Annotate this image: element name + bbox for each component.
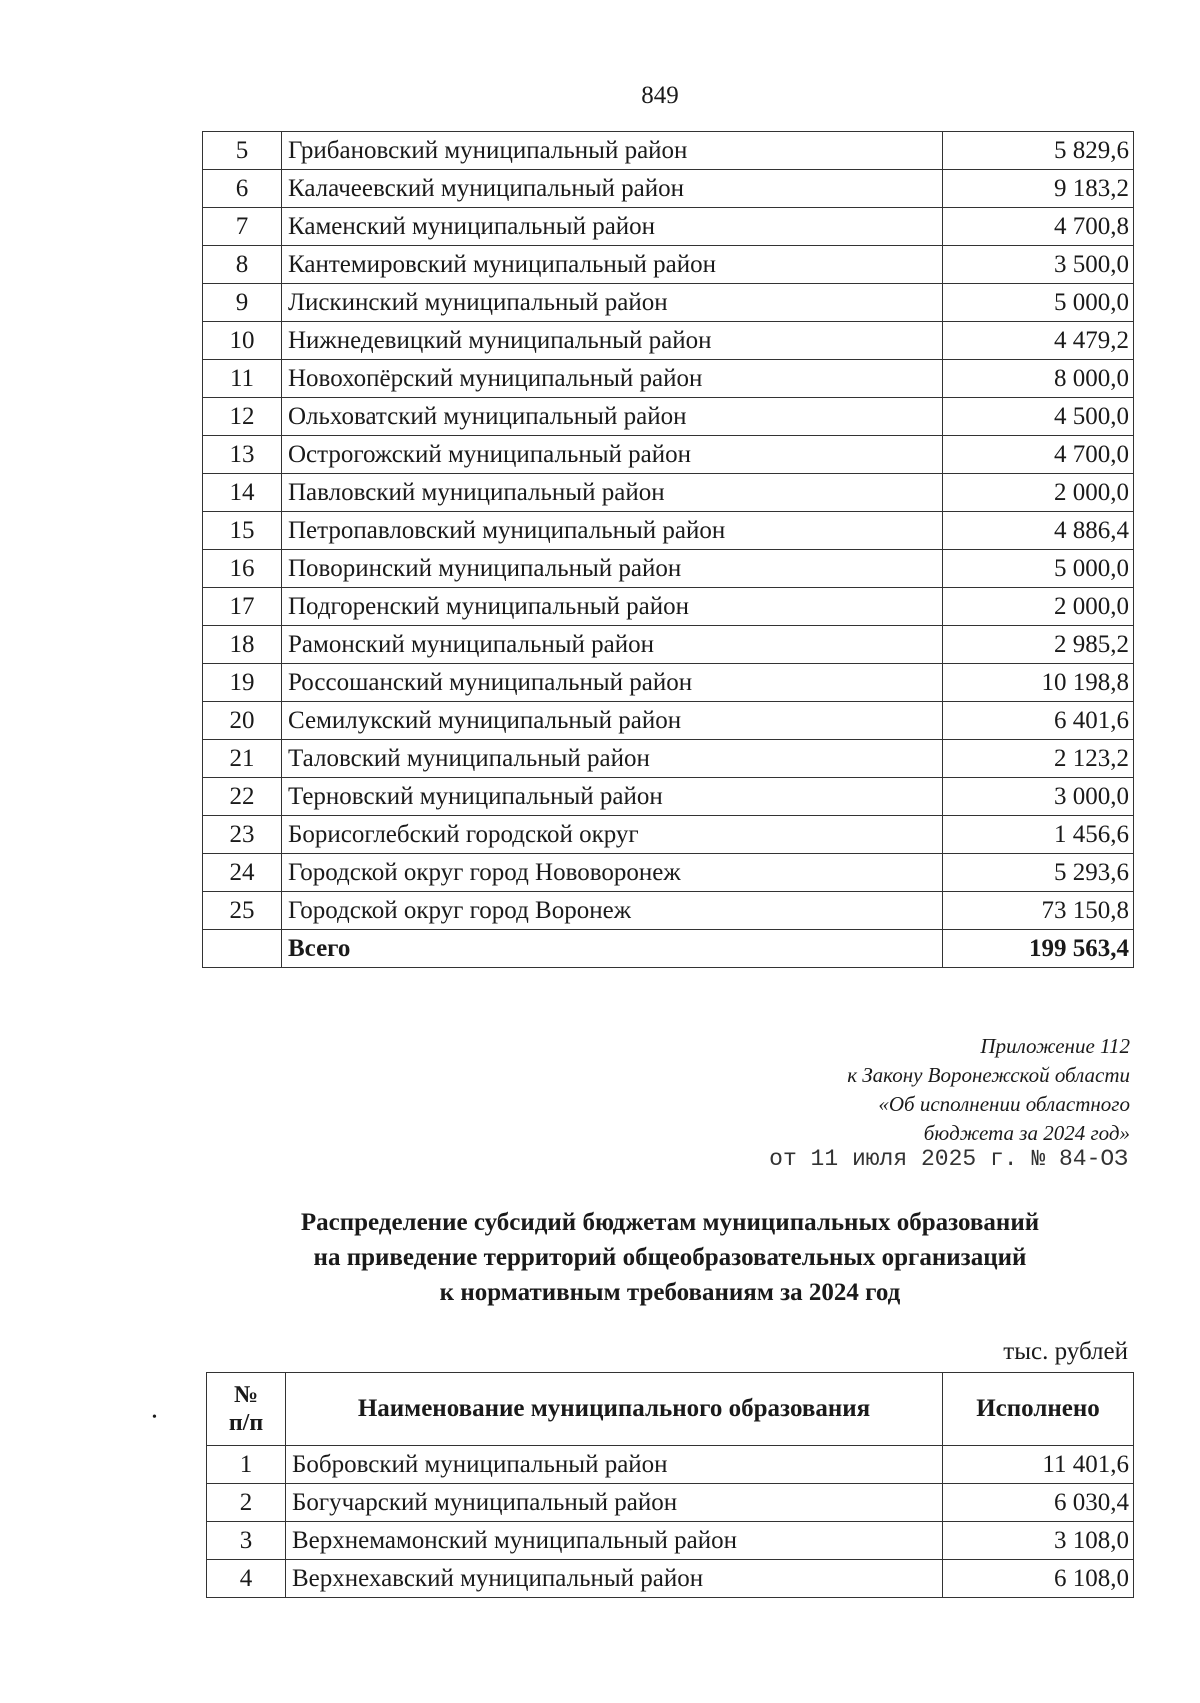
executed-amount: 11 401,6 [943,1446,1134,1484]
total-number [203,930,282,968]
municipality-name: Нижнедевицкий муниципальный район [282,322,943,360]
table-header [207,1373,1134,1446]
table-row [203,550,1134,588]
table-row [203,360,1134,398]
previous-distribution-table [202,131,1134,968]
total-row [203,930,1134,968]
executed-amount: 4 700,8 [943,208,1134,246]
municipality-name: Богучарский муниципальный район [286,1484,943,1522]
appendix-law: к Закону Воронежской области [847,1063,1130,1087]
municipality-name: Борисоглебский городской округ [282,816,943,854]
executed-amount: 9 183,2 [943,170,1134,208]
executed-amount: 4 479,2 [943,322,1134,360]
row-number: 1 [207,1446,286,1484]
table-row [203,854,1134,892]
executed-amount: 6 108,0 [943,1560,1134,1598]
executed-amount: 4 700,0 [943,436,1134,474]
header-name: Наименование муниципального образования [286,1373,943,1446]
row-number: 8 [203,246,282,284]
table-row [203,778,1134,816]
table-row [203,132,1134,170]
row-number: 2 [207,1484,286,1522]
municipality-name: Рамонский муниципальный район [282,626,943,664]
municipality-name: Кантемировский муниципальный район [282,246,943,284]
executed-amount: 73 150,8 [943,892,1134,930]
row-number: 12 [203,398,282,436]
municipality-name: Верхнехавский муниципальный район [286,1560,943,1598]
table-row [203,588,1134,626]
municipality-name: Поворинский муниципальный район [282,550,943,588]
municipality-name: Россошанский муниципальный район [282,664,943,702]
table-row [203,208,1134,246]
table-row [203,474,1134,512]
executed-amount: 5 000,0 [943,550,1134,588]
table-row [203,512,1134,550]
row-number: 10 [203,322,282,360]
row-number: 21 [203,740,282,778]
municipality-name: Ольховатский муниципальный район [282,398,943,436]
row-number: 13 [203,436,282,474]
executed-amount: 5 293,6 [943,854,1134,892]
table-row [203,170,1134,208]
table-row [203,436,1134,474]
executed-amount: 3 500,0 [943,246,1134,284]
municipality-name: Таловский муниципальный район [282,740,943,778]
executed-amount: 6 401,6 [943,702,1134,740]
table-row [203,740,1134,778]
units-label: тыс. рублей [1003,1338,1128,1365]
appendix-reference [847,1032,1130,1148]
table-body [203,132,1134,968]
table-row [203,322,1134,360]
table-row [203,284,1134,322]
table-row [203,892,1134,930]
executed-amount: 2 123,2 [943,740,1134,778]
row-number: 3 [207,1522,286,1560]
executed-amount: 2 000,0 [943,588,1134,626]
municipality-name: Лискинский муниципальный район [282,284,943,322]
municipality-name: Петропавловский муниципальный район [282,512,943,550]
row-number: 19 [203,664,282,702]
row-number: 18 [203,626,282,664]
table-body [207,1446,1134,1598]
municipality-name: Терновский муниципальный район [282,778,943,816]
row-number: 6 [203,170,282,208]
executed-amount: 4 886,4 [943,512,1134,550]
municipality-name: Павловский муниципальный район [282,474,943,512]
table-row [203,816,1134,854]
executed-amount: 5 829,6 [943,132,1134,170]
page-number: 849 [641,82,679,109]
row-number: 20 [203,702,282,740]
total-amount: 199 563,4 [943,930,1134,968]
municipality-name: Каменский муниципальный район [282,208,943,246]
executed-amount: 3 108,0 [943,1522,1134,1560]
appendix-law-title-cont: бюджета за 2024 год» [923,1121,1130,1145]
municipality-name: Городской округ город Нововоронеж [282,854,943,892]
executed-amount: 10 198,8 [943,664,1134,702]
table-row [203,702,1134,740]
table-row [207,1522,1134,1560]
table-row [203,246,1134,284]
row-number: 25 [203,892,282,930]
row-number: 24 [203,854,282,892]
municipality-name: Семилукский муниципальный район [282,702,943,740]
document-title [0,1205,1200,1310]
table-row [203,398,1134,436]
row-number: 17 [203,588,282,626]
executed-amount: 5 000,0 [943,284,1134,322]
header-number-symbol: № [233,1382,259,1408]
municipality-name: Калачеевский муниципальный район [282,170,943,208]
executed-amount: 3 000,0 [943,778,1134,816]
row-number: 9 [203,284,282,322]
appendix-number: Приложение 112 [980,1034,1130,1058]
appendix-law-title: «Об исполнении областного [878,1092,1130,1116]
header-number [207,1373,286,1446]
executed-amount: 4 500,0 [943,398,1134,436]
row-number: 22 [203,778,282,816]
executed-amount: 2 000,0 [943,474,1134,512]
municipality-name: Грибановский муниципальный район [282,132,943,170]
municipality-name: Городской округ город Воронеж [282,892,943,930]
executed-amount: 6 030,4 [943,1484,1134,1522]
total-label: Всего [282,930,943,968]
table-row [207,1446,1134,1484]
header-number-abbr: п/п [228,1410,264,1436]
row-number: 4 [207,1560,286,1598]
header-row [207,1373,1134,1446]
header-value: Исполнено [943,1373,1134,1446]
title-line: на приведение территорий общеобразовательных организаций [313,1244,1027,1271]
title-line: к нормативным требованиям за 2024 год [439,1279,901,1306]
municipality-name: Бобровский муниципальный район [286,1446,943,1484]
executed-amount: 1 456,6 [943,816,1134,854]
decree-date-number: от 11 июля 2025 г. № 84-ОЗ [769,1146,1128,1172]
row-number: 7 [203,208,282,246]
municipality-name: Подгоренский муниципальный район [282,588,943,626]
table-row [203,626,1134,664]
municipality-name: Новохопёрский муниципальный район [282,360,943,398]
row-number: 15 [203,512,282,550]
table-row [203,664,1134,702]
row-number: 16 [203,550,282,588]
executed-amount: 8 000,0 [943,360,1134,398]
subsidy-distribution-table [206,1372,1134,1598]
scan-artifact: • [152,1410,157,1425]
municipality-name: Острогожский муниципальный район [282,436,943,474]
row-number: 23 [203,816,282,854]
row-number: 5 [203,132,282,170]
row-number: 14 [203,474,282,512]
executed-amount: 2 985,2 [943,626,1134,664]
municipality-name: Верхнемамонский муниципальный район [286,1522,943,1560]
table-row [207,1560,1134,1598]
row-number: 11 [203,360,282,398]
table-row [207,1484,1134,1522]
title-line: Распределение субсидий бюджетам муниципальных образований [300,1209,1040,1236]
